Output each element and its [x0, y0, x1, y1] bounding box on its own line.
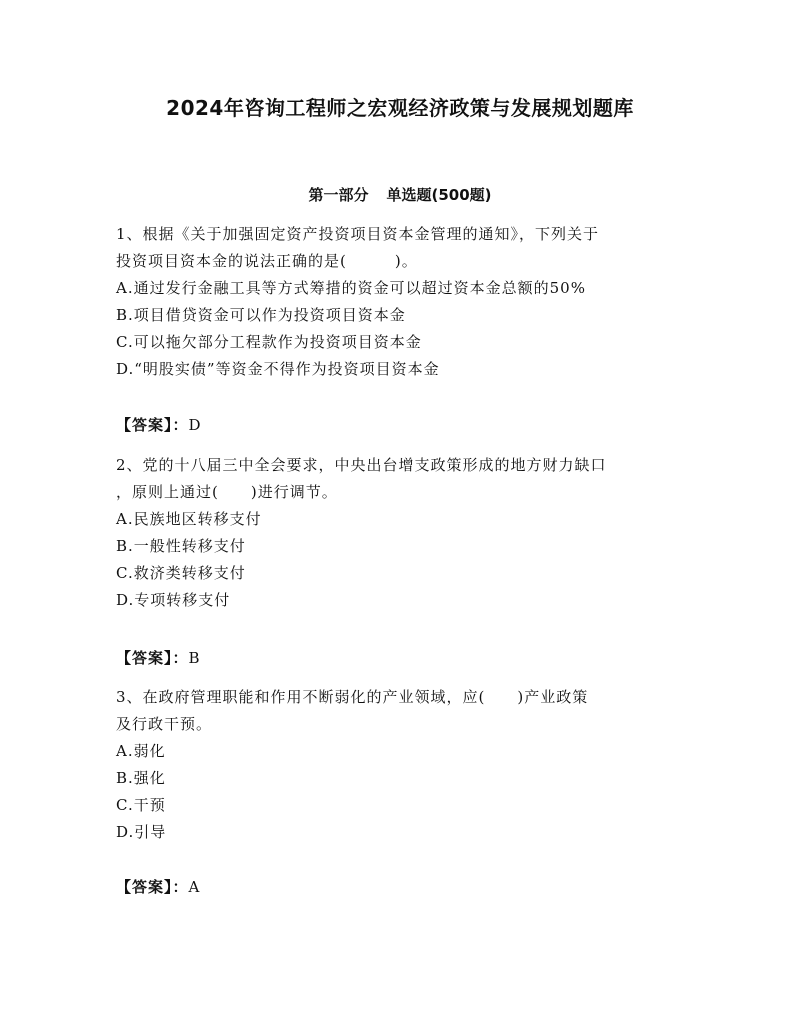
answer-label: 【答案】：: [116, 649, 189, 667]
section-part: 第一部分: [308, 186, 369, 204]
option-c: C.救济类转移支付: [116, 564, 246, 582]
option-b: B.强化: [116, 769, 166, 787]
answer-value: B: [188, 649, 201, 667]
answer-label: 【答案】：: [116, 878, 189, 896]
answer-1: [116, 412, 686, 439]
question-stem-line: 2、党的十八届三中全会要求，中央出台增支政策形成的地方财力缺口: [116, 456, 607, 474]
question-stem-line: ，原则上通过( )进行调节。: [116, 483, 338, 501]
answer-3: [116, 874, 686, 901]
option-b: B.一般性转移支付: [116, 537, 246, 555]
question-stem-line: 及行政干预。: [116, 715, 213, 733]
question-stem-line: 1、根据《关于加强固定资产投资项目资本金管理的通知》，下列关于: [116, 225, 600, 243]
question-1: [116, 221, 686, 383]
option-d: D.专项转移支付: [116, 591, 231, 609]
question-stem-line: 投资项目资本金的说法正确的是( )。: [116, 252, 418, 270]
option-c: C.干预: [116, 796, 166, 814]
option-d: D.引导: [116, 823, 167, 841]
option-c: C.可以拖欠部分工程款作为投资项目资本金: [116, 333, 422, 351]
option-a: A.民族地区转移支付: [116, 510, 262, 528]
document-title: 2024年咨询工程师之宏观经济政策与发展规划题库: [166, 96, 634, 120]
option-d: D.“明股实债”等资金不得作为投资项目资本金: [116, 360, 440, 378]
answer-label: 【答案】：: [116, 416, 189, 434]
option-b: B.项目借贷资金可以作为投资项目资本金: [116, 306, 406, 324]
section-name: 单选题(500题): [386, 186, 492, 204]
answer-value: D: [188, 416, 202, 434]
section-heading: [0, 184, 800, 205]
question-3: [116, 684, 686, 846]
option-a: A.弱化: [116, 742, 166, 760]
answer-value: A: [188, 878, 201, 896]
option-a: A.通过发行金融工具等方式筹措的资金可以超过资本金总额的50%: [116, 279, 586, 297]
question-2: [116, 452, 686, 614]
answer-2: [116, 645, 686, 672]
question-stem-line: 3、在政府管理职能和作用不断弱化的产业领域，应( )产业政策: [116, 688, 589, 706]
